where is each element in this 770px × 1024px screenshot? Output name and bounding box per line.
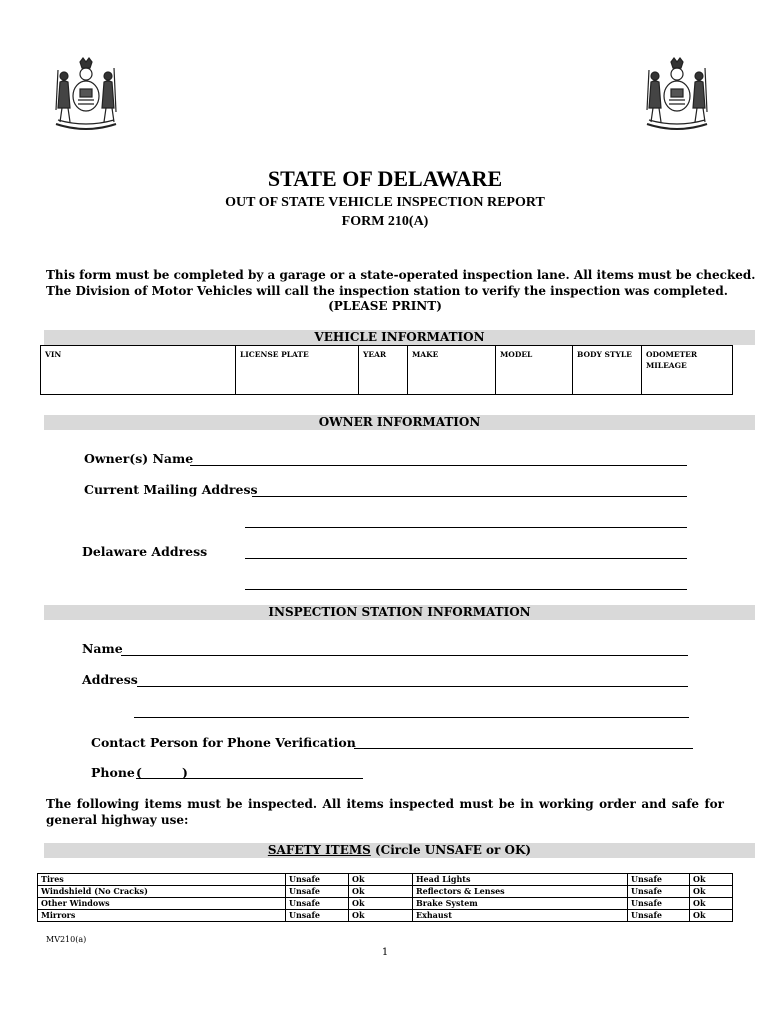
form-subtitle: OUT OF STATE VEHICLE INSPECTION REPORT [225, 195, 545, 210]
form-number: FORM 210(A) [341, 214, 429, 229]
year-field[interactable]: YEAR [359, 346, 408, 395]
delaware-address-line-1[interactable] [245, 558, 687, 559]
vehicle-information-header: VEHICLE INFORMATION [44, 330, 755, 345]
safety-item-reflectors: Reflectors & Lenses [413, 886, 628, 898]
form-code: MV210(a) [46, 935, 87, 944]
safety-items-header [44, 843, 755, 858]
owner-name-label: Owner(s) Name [84, 451, 194, 466]
safety-item-windshield: Windshield (No Cracks) [38, 886, 286, 898]
instruction-line-2: The Division of Motor Vehicles will call the inspection station to verify the inspection was completed. [46, 284, 728, 298]
ok-option[interactable]: Ok [349, 910, 413, 922]
phone-area-open: ( [136, 765, 142, 780]
safety-item-exhaust: Exhaust [413, 910, 628, 922]
table-row [38, 910, 733, 922]
unsafe-option[interactable]: Unsafe [628, 874, 690, 886]
instruction-line-1: This form must be completed by a garage or a state-operated inspection lane. All items must be checked. [46, 268, 756, 282]
phone-line[interactable] [136, 778, 363, 779]
delaware-address-line-2[interactable] [245, 589, 687, 590]
safety-item-other-windows: Other Windows [38, 898, 286, 910]
please-print-note: (PLEASE PRINT) [328, 299, 442, 313]
inspection-station-header: INSPECTION STATION INFORMATION [44, 605, 755, 620]
station-address-line-1[interactable] [137, 686, 688, 687]
station-address-label: Address [82, 672, 138, 687]
station-name-label: Name [82, 641, 123, 656]
ok-option[interactable]: Ok [690, 886, 733, 898]
safety-item-tires: Tires [38, 874, 286, 886]
mailing-address-line-2[interactable] [245, 527, 687, 528]
unsafe-option[interactable]: Unsafe [628, 910, 690, 922]
table-row [38, 874, 733, 886]
contact-person-label: Contact Person for Phone Verification [91, 735, 356, 750]
contact-person-line[interactable] [354, 748, 693, 749]
safety-items-subtitle: (Circle UNSAFE or OK) [370, 843, 532, 857]
ok-option[interactable]: Ok [690, 910, 733, 922]
owner-information-header: OWNER INFORMATION [44, 415, 755, 430]
safety-item-brake-system: Brake System [413, 898, 628, 910]
safety-items-title: SAFETY ITEMS [267, 843, 371, 857]
body-style-field[interactable]: BODY STYLE [573, 346, 642, 395]
mailing-address-label: Current Mailing Address [84, 482, 258, 497]
inspection-note: The following items must be inspected. All items inspected must be in working order and safe for general highway use: [46, 797, 724, 827]
unsafe-option[interactable]: Unsafe [286, 874, 349, 886]
unsafe-option[interactable]: Unsafe [286, 886, 349, 898]
odometer-mileage-field[interactable]: ODOMETER MILEAGE [642, 346, 733, 395]
safety-item-mirrors: Mirrors [38, 910, 286, 922]
vin-field[interactable]: VIN [41, 346, 236, 395]
mailing-address-line-1[interactable] [252, 496, 687, 497]
table-row [38, 886, 733, 898]
phone-area-close: ) [182, 765, 188, 780]
ok-option[interactable]: Ok [349, 898, 413, 910]
page-number: 1 [381, 947, 389, 958]
license-plate-field[interactable]: LICENSE PLATE [236, 346, 359, 395]
unsafe-option[interactable]: Unsafe [286, 910, 349, 922]
safety-item-head-lights: Head Lights [413, 874, 628, 886]
table-row [38, 898, 733, 910]
delaware-address-label: Delaware Address [82, 544, 208, 559]
model-field[interactable]: MODEL [496, 346, 573, 395]
unsafe-option[interactable]: Unsafe [286, 898, 349, 910]
make-field[interactable]: MAKE [408, 346, 496, 395]
safety-items-table [37, 873, 733, 922]
station-address-line-2[interactable] [134, 717, 689, 718]
state-seal-left-icon [50, 56, 122, 132]
ok-option[interactable]: Ok [349, 886, 413, 898]
station-name-line[interactable] [121, 655, 688, 656]
ok-option[interactable]: Ok [690, 898, 733, 910]
page-title: STATE OF DELAWARE [267, 166, 503, 191]
vehicle-information-table [40, 345, 733, 395]
phone-label: Phone [91, 765, 135, 780]
ok-option[interactable]: Ok [690, 874, 733, 886]
owner-name-line[interactable] [190, 465, 687, 466]
state-seal-right-icon [641, 56, 713, 132]
unsafe-option[interactable]: Unsafe [628, 898, 690, 910]
unsafe-option[interactable]: Unsafe [628, 886, 690, 898]
ok-option[interactable]: Ok [349, 874, 413, 886]
